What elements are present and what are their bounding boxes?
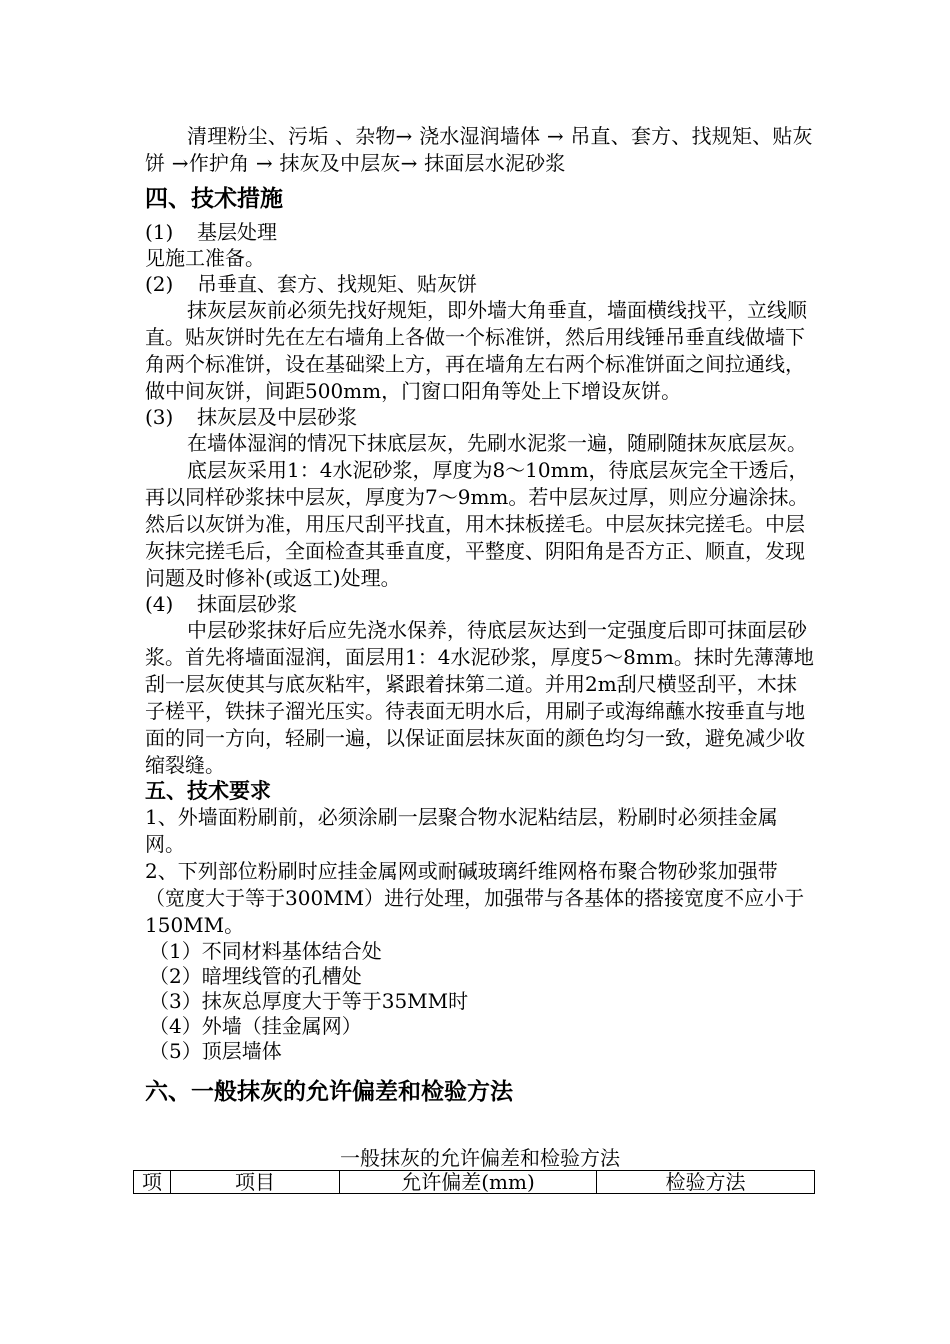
table-header-cell: 项 (134, 1171, 171, 1194)
subsection-2-heading (145, 272, 815, 297)
subsection-3-text-2: 底层灰采用1：4水泥砂浆，厚度为8～10mm，待底层灰完全干透后，再以同样砂浆抹中层灰，厚度为7～9mm。若中层灰过厚，则应分遍涂抹。然后以灰饼为准，用压尺刮平找直，用木抹板搓毛。中层灰抹完搓毛。中层灰抹完搓毛后，全面检查其垂直度，平整度、阴阳角是否方正、顺直，发现问题及时修补(或返工)处理。 (145, 458, 809, 590)
requirement-item: （5）顶层墙体 (149, 1039, 282, 1063)
requirement-item: （2）暗埋线管的孔槽处 (149, 964, 362, 988)
table-header-cell: 允许偏差(mm) (340, 1171, 597, 1194)
subsection-2-text: 抹灰层灰前必须先找好规矩，即外墙大角垂直，墙面横线找平，立线顺直。贴灰饼时先在左右墙角上各做一个标准饼，然后用线锤吊垂直线做墙下角两个标准饼，设在基础梁上方，再在墙角左右两个标准饼面之间拉通线，做中间灰饼，间距500mm，门窗口阳角等处上下增设灰饼。 (145, 298, 807, 403)
subsection-4-number: (4) (145, 592, 174, 616)
subsection-1-heading (145, 220, 815, 245)
subsection-1-number: (1) (145, 220, 174, 244)
subsection-4-label: 抹面层砂浆 (197, 592, 297, 616)
section-5-heading: 五、技术要求 (145, 779, 271, 803)
subsection-2-number: (2) (145, 272, 174, 296)
subsection-4-heading (145, 592, 815, 617)
document-body (142, 123, 815, 1194)
requirement-2: 2、下列部位粉刷时应挂金属网或耐碱玻璃纤维网格布聚合物砂浆加强带（宽度大于等于300MM）进行处理，加强带与各基体的搭接宽度不应小于150MM。 (145, 859, 805, 937)
subsection-3-text-1: 在墙体湿润的情况下抹底层灰，先刷水泥浆一遍，随刷随抹灰底层灰。 (187, 431, 807, 455)
subsection-3-heading (145, 405, 815, 430)
table-header-cell: 项目 (171, 1171, 340, 1194)
table-header-row (134, 1171, 815, 1194)
subsection-1-text: 见施工准备。 (145, 246, 265, 270)
requirement-item: （1）不同材料基体结合处 (149, 939, 382, 963)
table-caption: 一般抹灰的允许偏差和检验方法 (340, 1146, 620, 1170)
section-4-heading: 四、技术措施 (145, 186, 283, 212)
subsection-3-label: 抹灰层及中层砂浆 (197, 405, 357, 429)
tolerance-table (133, 1170, 815, 1194)
subsection-2-label: 吊垂直、套方、找规矩、贴灰饼 (197, 272, 477, 296)
subsection-3-number: (3) (145, 405, 174, 429)
subsection-4-text: 中层砂浆抹好后应先浇水保养，待底层灰达到一定强度后即可抹面层砂浆。首先将墙面湿润，面层用1：4水泥砂浆，厚度5～8mm。抹时先薄薄地刮一层灰使其与底灰粘牢，紧跟着抹第二道。并用2m刮尺横竖刮平，木抹子槎平，铁抹子溜光压实。待表面无明水后，用刷子或海绵蘸水按垂直与地面的同一方向，轻刷一遍，以保证面层抹灰面的颜色均匀一致，避免减少收缩裂缝。 (145, 618, 814, 777)
subsection-1-label: 基层处理 (197, 220, 277, 244)
requirement-1: 1、外墙面粉刷前，必须涂刷一层聚合物水泥粘结层，粉刷时必须挂金属网。 (145, 805, 778, 856)
table-header-cell: 检验方法 (597, 1171, 815, 1194)
requirement-item: （4）外墙（挂金属网） (149, 1014, 362, 1038)
section-6-heading: 六、一般抹灰的允许偏差和检验方法 (145, 1079, 513, 1105)
process-flow-paragraph: 清理粉尘、污垢 、杂物→ 浇水湿润墙体 → 吊直、套方、找规矩、贴灰饼 →作护角 → 抹灰及中层灰→ 抹面层水泥砂浆 (145, 124, 813, 175)
requirement-item: （3）抹灰总厚度大于等于35MM时 (149, 989, 469, 1013)
